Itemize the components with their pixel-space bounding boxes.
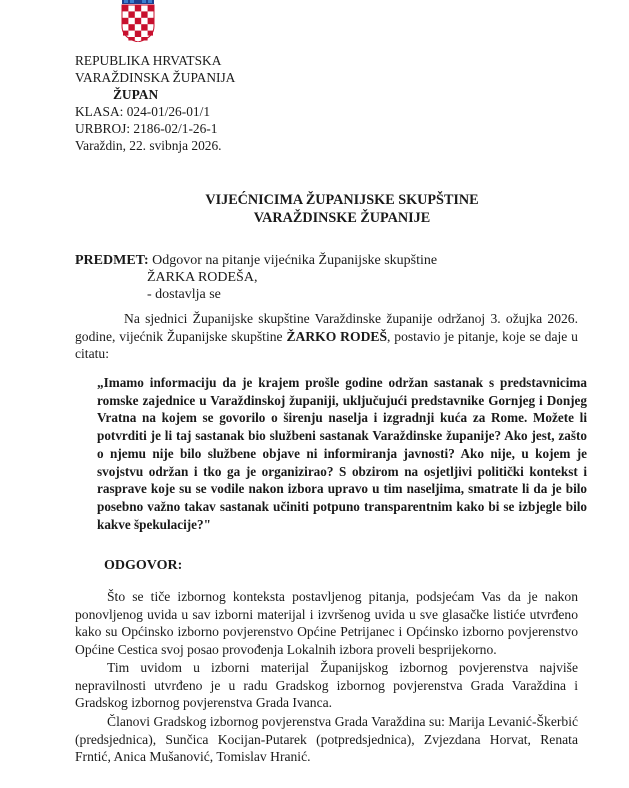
intro-text-2: , postavio je pitanje, koje se daje u citatu:	[75, 328, 578, 361]
answer-paragraph-1: Što se tiče izbornog konteksta postavljenog pitanja, podsjećam Vas da je nakon ponovljenog uvida u sav izborni materijal i izvršenog uvida u sve glasačke listiće utvrđeno kako su Općinsko izborno povjerenstvo Općine Petrijanec i Općinsko izborno povjerenstvo Općine Cestica svoj posao provođenja Lokalnih izbora proveli besprijekorno.	[75, 589, 578, 657]
subject-name: ŽARKA RODEŠA,	[147, 270, 258, 285]
answer-heading: ODGOVOR:	[104, 558, 183, 573]
subject-text: Odgovor na pitanje vijećnika Županijske skupštine	[152, 253, 438, 268]
letterhead-country: REPUBLIKA HRVATSKA	[75, 53, 222, 68]
answer-paragraph-3: Članovi Gradskog izbornog povjerenstva Grada Varaždina su: Marija Levanić-Škerbić (predsjednica), Sunčica Kocijan-Putarek (potpredsjednica), Zvjezdana Horvat, Renata Frntić, Anica Mušanović, Tomislav Hranić.	[75, 714, 578, 764]
councillor-name: ŽARKO RODEŠ	[286, 328, 388, 344]
letterhead	[75, 52, 235, 154]
intro-text-1: Na sjednici Županijske skupštine Varaždinske županije održanoj 3. ožujka 2026. godine, vijećnik Županijske skupštine	[75, 311, 578, 344]
place-and-date: Varaždin, 22. svibnja 2026.	[75, 138, 222, 153]
recipient-line-2: VARAŽDINSKE ŽUPANIJE	[253, 210, 431, 226]
letterhead-county: VARAŽDINSKA ŽUPANIJA	[75, 70, 236, 85]
quoted-question: „Imamo informaciju da je krajem prošle godine održan sastanak s predstavnicima romske zajednice u Varaždinskoj županiji, uključujući predstavnike Gornjeg i Donjeg Vratna na kojem se govorilo o širenju naselja i izgradnji kuća za Rome. Možete li potvrditi je li taj sastanak bio službeni sastanak Varaždinske županije? Ako jest, zašto o njemu nije bilo službene objave ni informiranja javnosti? Ako nije, u kojem je svojstvu održan i tko ga je organizirao? S obzirom na osjetljivi politički kontekst i rasprave koje su se vodile nakon izbora upravo u tim naseljima, smatrate li da je bilo posebno važno takav sastanak učiniti potpuno transparentnim kako bi se izbjegle bilo kakve špekulacije?"	[97, 375, 587, 532]
recipient-block	[0, 191, 629, 227]
letterhead-office: ŽUPAN	[113, 87, 159, 102]
answer-paragraph-2: Tim uvidom u izborni materijal Županijskog izbornog povjerenstva najviše nepravilnosti utvrđeno je u radu Gradskog izbornog povjerenstva Grada Varaždina i Gradskog izbornog povjerenstva Grada Ivanca.	[75, 660, 578, 710]
recipient-line-1: VIJEĆNICIMA ŽUPANIJSKE SKUPŠTINE	[205, 192, 479, 208]
urbroj-number: URBROJ: 2186-02/1-26-1	[75, 121, 218, 136]
coat-of-arms-icon	[120, 0, 156, 42]
subject-label: PREDMET:	[75, 253, 149, 268]
intro-paragraph	[75, 310, 578, 363]
subject-note: - dostavlja se	[147, 287, 221, 302]
klasa-number: KLASA: 024-01/26-01/1	[75, 104, 211, 119]
subject-block	[75, 252, 437, 303]
